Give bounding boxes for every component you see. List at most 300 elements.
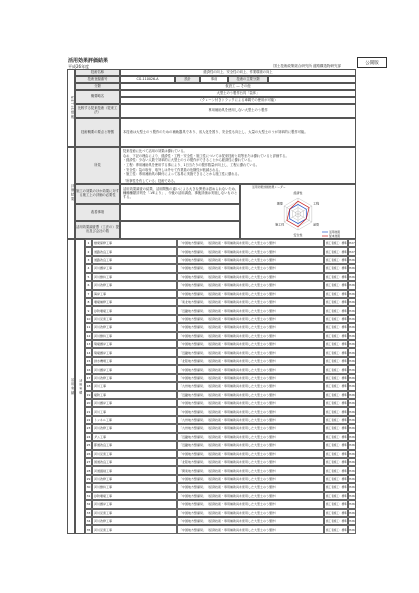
findings-line: ・施工性：専用補助具の脚付によって容易に実施できることから施工性に優れる。: [123, 172, 241, 177]
record-kind: 施工者施工：標準: [324, 298, 348, 306]
record-kind: 施工者施工：標準: [324, 332, 348, 340]
record-office-text: [177, 433, 324, 441]
reg-no-label: 技術登録番号: [75, 76, 120, 83]
record-office: 「中国地方整備局」: [179, 283, 207, 288]
record-office-text: [177, 298, 324, 306]
record-name: 河川災害工事: [92, 509, 177, 517]
record-row: [85, 424, 356, 432]
record-office: 「近畿地方整備局」: [179, 443, 207, 448]
record-year: H26: [348, 357, 356, 365]
record-year: H26: [348, 399, 356, 407]
record-no: 15: [85, 357, 92, 365]
record-kind: 施工者施工：標準: [324, 273, 348, 281]
record-kind: 施工者施工：標準: [324, 450, 348, 458]
record-no: 27: [85, 458, 92, 466]
record-kind: 施工者施工：標準: [324, 374, 348, 382]
record-no: 22: [85, 416, 92, 424]
record-office-text: [177, 458, 324, 466]
record-year: H26: [348, 509, 356, 517]
record-office: 「九州地方整備局」: [179, 418, 207, 423]
record-row: [85, 357, 356, 365]
record-text: （経済技術・専用補助具を使用した大型土のう製作）: [206, 434, 279, 439]
record-row: [85, 458, 356, 466]
record-office-text: [177, 424, 324, 432]
record-text: （経済技術・専用補助具を使用した大型土のう製作）: [206, 375, 279, 380]
public-version-badge: 公開版: [357, 57, 387, 68]
record-no: 25: [85, 441, 92, 449]
classification-value: 仮設工 ― その他: [120, 83, 356, 90]
record-kind: 施工者施工：標準: [324, 399, 348, 407]
record-row: [85, 315, 356, 323]
record-office-text: [177, 247, 324, 255]
record-office: 「中国地方整備局」: [179, 367, 207, 372]
tech-name-label: 技術名称: [75, 69, 120, 76]
record-office: 「中国地方整備局」: [179, 409, 207, 414]
radar-axis-label: 施工性: [275, 222, 285, 227]
record-office: 「中国地方整備局」: [179, 485, 207, 490]
record-text: （経済技術・専用補助具を使用した大型土のう製作）: [206, 367, 279, 372]
summary-value-1: 大型土のう製作台具「袋体」: [120, 90, 356, 97]
record-year: H26: [348, 348, 356, 356]
record-row: [85, 332, 356, 340]
record-name: 河川改修工事: [92, 517, 177, 525]
record-office-text: [177, 382, 324, 390]
record-text: （経済技術・専用補助具を使用した大型土のう製作）: [206, 333, 279, 338]
record-office: 「東北地方整備局」: [179, 300, 207, 305]
record-text: （経済技術・専用補助具を使用した大型土のう製作）: [206, 460, 279, 465]
record-section-label: 活用実績: [67, 239, 75, 534]
record-kind: 施工者施工：標準: [324, 315, 348, 323]
record-office: 「中国地方整備局」: [179, 519, 207, 524]
department-name: 国土技術政策総合研究所 道路構造物研究部: [273, 64, 341, 68]
record-office-text: [177, 492, 324, 500]
record-kind: 施工者施工：標準: [324, 239, 348, 247]
record-text: （経済技術・専用補助具を使用した大型土のう製作）: [206, 443, 279, 448]
record-office-text: [177, 290, 324, 298]
record-kind: 施工者施工：標準: [324, 416, 348, 424]
record-row: [85, 483, 356, 491]
record-text: （経済技術・専用補助具を使用した大型土のう製作）: [206, 283, 279, 288]
record-name: 砂防堰堤工事: [92, 492, 177, 500]
record-no: 33: [85, 509, 92, 517]
record-kind: 施工者施工：標準: [324, 509, 348, 517]
record-office: 「中国地方整備局」: [179, 266, 207, 271]
record-office: 「近畿地方整備局」: [179, 392, 207, 397]
record-office-text: [177, 357, 324, 365]
record-name: 海岸工事: [92, 290, 177, 298]
record-kind: 施工者施工：標準: [324, 256, 348, 264]
record-text: （経済技術・専用補助具を使用した大型土のう製作）: [206, 266, 279, 271]
record-office: 「中国地方整備局」: [179, 502, 207, 507]
radar-axis-line: [298, 206, 312, 214]
record-kind: 施工者施工：標準: [324, 281, 348, 289]
record-year: H26: [348, 433, 356, 441]
record-no: 13: [85, 340, 92, 348]
record-name: 河道掘削工事: [92, 466, 177, 474]
radar-axis-label: 工程: [313, 201, 320, 206]
record-text: （経済技術・専用補助具を使用した大型土のう製作）: [206, 325, 279, 330]
record-year: H26: [348, 525, 356, 533]
record-office: 「中国地方整備局」: [179, 527, 207, 532]
record-office-text: [177, 407, 324, 415]
record-year: H26: [348, 306, 356, 314]
record-text: （経済技術・専用補助具を使用した大型土のう製作）: [206, 519, 279, 524]
record-no: 26: [85, 450, 92, 458]
record-name: 河川護岸工事: [92, 399, 177, 407]
survey-count-label: 活用効果調査票（工法の）提出及び会社の数: [75, 221, 120, 239]
record-row: [85, 273, 356, 281]
record-office: 「中国地方整備局」: [179, 258, 207, 263]
record-text: （経済技術・専用補助具を使用した大型土のう製作）: [206, 527, 279, 532]
tech-name-value: 経済性の向上、安全性の向上、作業環境の向上: [120, 69, 356, 76]
radar-axis-label: 環境: [276, 201, 283, 206]
record-office-text: [177, 399, 324, 407]
record-text: （経済技術・専用補助具を使用した大型土のう製作）: [206, 418, 279, 423]
record-name: 河川改修工事: [92, 281, 177, 289]
record-office-text: [177, 306, 324, 314]
record-year: H26: [348, 374, 356, 382]
record-office-text: [177, 525, 324, 533]
record-year: H26: [348, 475, 356, 483]
necessity-value: 活用効果調査の結果、活用間態の違いによる大きな異差は認められないため、種種種類評判を「-VEより」、今後の活用調査、事後評価は実施しないものとする。: [120, 184, 240, 204]
record-text: （経済技術・専用補助具を使用した大型土のう製作）: [206, 241, 279, 246]
findings-line: なお、下記の理由により、経済性・工程・安全性・施工性については従来技術と同等または優れていると評価する。: [123, 153, 289, 158]
record-office: 「中国地方整備局」: [179, 325, 207, 330]
record-office-text: [177, 475, 324, 483]
improvement-value: [120, 204, 240, 221]
record-no: 11: [85, 323, 92, 331]
record-office: 「北陸地方整備局」: [179, 359, 207, 364]
record-year: H26: [348, 500, 356, 508]
record-office-text: [177, 441, 324, 449]
record-year: H26: [348, 323, 356, 331]
record-year: H26: [348, 298, 356, 306]
record-name: 道路改良工事: [92, 256, 177, 264]
record-kind: 施工者施工：標準: [324, 382, 348, 390]
record-kind: 施工者施工：標準: [324, 517, 348, 525]
record-name: 砂防堰堤工事: [92, 306, 177, 314]
record-no: 28: [85, 466, 92, 474]
findings-line: ・安全性：袋の取付、取外しは外せて作業員の危険性が低減される。: [123, 167, 222, 172]
findings-line: ・工程：専用補助具を使用する事により、1日当たりの製作数量が向上し、工程に優れている。: [123, 162, 259, 167]
features-label: 技術概要の要点と特徴: [75, 118, 120, 147]
record-name: 道路改良工事: [92, 247, 177, 255]
record-year: H26: [348, 365, 356, 373]
survey-count-value: [120, 221, 240, 239]
record-office: 「中国地方整備局」: [179, 274, 207, 279]
record-row: [85, 525, 356, 533]
record-row: [85, 264, 356, 272]
record-office-text: [177, 483, 324, 491]
netis-section-label: NETIS情報: [67, 69, 75, 147]
record-office-text: [177, 416, 324, 424]
record-no: 31: [85, 492, 92, 500]
record-no: 12: [85, 332, 92, 340]
record-kind: 施工者施工：標準: [324, 306, 348, 314]
record-name: 河川災害工事: [92, 525, 177, 533]
record-text: （経済技術・専用補助具を使用した大型土のう製作）: [206, 308, 279, 313]
record-name: 河川改修工事: [92, 374, 177, 382]
record-name: 堰堤補修工事: [92, 298, 177, 306]
record-office-text: [177, 450, 324, 458]
radar-axis-label: 経済性: [293, 191, 303, 195]
necessity-label: 施工の効果のほか効果に対する施工上の評価の必要性: [75, 184, 120, 204]
record-year: H26: [348, 256, 356, 264]
summary-value-2: （クレーン付きトラックによる車載での使用が可能）: [120, 97, 356, 104]
record-year: H26: [348, 407, 356, 415]
record-name: 河川災害工事: [92, 315, 177, 323]
record-kind: 施工者施工：標準: [324, 500, 348, 508]
record-year: H26: [348, 483, 356, 491]
radar-axis-label: 品質: [313, 222, 320, 227]
record-name: 橋梁保修工事: [92, 239, 177, 247]
record-text: （経済技術・専用補助具を使用した大型土のう製作）: [206, 258, 279, 263]
record-name: 築堤護岸工事: [92, 348, 177, 356]
record-text: （経済技術・専用補助具を使用した大型土のう製作）: [206, 249, 279, 254]
record-office: 「中国地方整備局」: [179, 401, 207, 406]
record-no: 10: [85, 315, 92, 323]
record-kind: 施工者施工：標準: [324, 466, 348, 474]
design-value: 事前: [200, 76, 228, 83]
record-row: [85, 391, 356, 399]
record-row: [85, 281, 356, 289]
record-no: 18: [85, 382, 92, 390]
record-name: 都道改良工事: [92, 441, 177, 449]
record-no: 19: [85, 391, 92, 399]
radar-axis-line: [284, 214, 298, 222]
record-name: ダム工事: [92, 433, 177, 441]
record-office: 「北陸地方整備局」: [179, 460, 207, 465]
record-office-text: [177, 509, 324, 517]
record-office: 「中国地方整備局」: [179, 451, 207, 456]
findings-label: 所見: [75, 147, 120, 184]
record-row: [85, 247, 356, 255]
record-year: H26: [348, 332, 356, 340]
record-office-text: [177, 500, 324, 508]
record-year: H26: [348, 391, 356, 399]
record-no: 2: [85, 247, 92, 255]
record-no: 8: [85, 298, 92, 306]
record-office-text: [177, 239, 324, 247]
record-row: [85, 475, 356, 483]
record-kind: 施工者施工：標準: [324, 424, 348, 432]
record-name: 河川改修工事: [92, 475, 177, 483]
record-no: 3: [85, 256, 92, 264]
record-text: （経済技術・専用補助具を使用した大型土のう製作）: [206, 401, 279, 406]
record-office-text: [177, 281, 324, 289]
findings-line: ・経済性：少ない人数で効率的に大型土のうの製作ができることから経済性に優れている。: [123, 158, 254, 163]
radar-axis-label: 安全性: [293, 233, 303, 237]
record-office-text: [177, 323, 324, 331]
reg-no-value: CG-110026-A: [120, 76, 175, 83]
record-no: 16: [85, 365, 92, 373]
record-row: [85, 323, 356, 331]
record-kind: 施工者施工：標準: [324, 391, 348, 399]
record-name: 排水機場工事: [92, 357, 177, 365]
record-row: [85, 492, 356, 500]
record-year: H26: [348, 424, 356, 432]
record-office: 「中国地方整備局」: [179, 241, 207, 246]
record-office-text: [177, 466, 324, 474]
record-name: 河川維持工事: [92, 483, 177, 491]
record-name: 河川工事: [92, 407, 177, 415]
record-office-text: [177, 315, 324, 323]
main-class-label: 技術の主要分類: [228, 76, 268, 83]
record-row: [85, 374, 356, 382]
record-office-text: [177, 264, 324, 272]
record-row: [85, 340, 356, 348]
record-year: H26: [348, 290, 356, 298]
radar-axis-line: [298, 214, 312, 222]
record-no: 17: [85, 374, 92, 382]
record-row: [85, 239, 356, 247]
record-office-text: [177, 332, 324, 340]
document-title: 活用効果評価結果: [68, 58, 109, 64]
record-kind: 施工者施工：標準: [324, 264, 348, 272]
record-name: 堤防工事: [92, 391, 177, 399]
record-name: 河川工事: [92, 382, 177, 390]
record-kind: 施工者施工：標準: [324, 483, 348, 491]
record-text: （経済技術・専用補助具を使用した大型土のう製作）: [206, 291, 279, 296]
record-text: （経済技術・専用補助具を使用した大型土のう製作）: [206, 409, 279, 414]
record-row: [85, 517, 356, 525]
record-kind: 施工者施工：標準: [324, 348, 348, 356]
record-text: （経済技術・専用補助具を使用した大型土のう製作）: [206, 477, 279, 482]
record-no: 7: [85, 290, 92, 298]
record-year: H26: [348, 315, 356, 323]
findings-text: [123, 149, 353, 183]
radar-legend-label: 従来技術: [329, 234, 341, 238]
record-kind: 施工者施工：標準: [324, 247, 348, 255]
record-office-text: [177, 391, 324, 399]
record-kind: 施工者施工：標準: [324, 323, 348, 331]
records-table: [85, 239, 356, 534]
record-year: H26: [348, 441, 356, 449]
record-year: H26: [348, 273, 356, 281]
record-row: [85, 348, 356, 356]
record-office-text: [177, 517, 324, 525]
record-kind: 施工者施工：標準: [324, 433, 348, 441]
record-no: 35: [85, 525, 92, 533]
record-no: 14: [85, 348, 92, 356]
record-row: [85, 500, 356, 508]
record-text: （経済技術・専用補助具を使用した大型土のう製作）: [206, 317, 279, 321]
record-name: トンネル工事: [92, 416, 177, 424]
eval-section-label: 評価結果: [67, 147, 75, 239]
record-kind: 施工者施工：標準: [324, 475, 348, 483]
record-row: [85, 466, 356, 474]
record-text: （経済技術・専用補助具を使用した大型土のう製作）: [206, 342, 279, 347]
record-year: H26: [348, 458, 356, 466]
record-year: H27: [348, 239, 356, 247]
record-year: H27: [348, 247, 356, 255]
record-office-text: [177, 256, 324, 264]
record-row: [85, 433, 356, 441]
record-office: 「近畿地方整備局」: [179, 350, 207, 355]
record-row: [85, 306, 356, 314]
record-kind: 施工者施工：標準: [324, 492, 348, 500]
record-row: [85, 382, 356, 390]
record-office: 「中国地方整備局」: [179, 342, 207, 347]
record-kind: 施工者施工：標準: [324, 340, 348, 348]
record-kind: 施工者施工：標準: [324, 357, 348, 365]
record-year: H26: [348, 340, 356, 348]
design-label: 設計: [175, 76, 200, 83]
record-name: 河川護岸工事: [92, 500, 177, 508]
record-text: （経済技術・専用補助具を使用した大型土のう製作）: [206, 451, 279, 456]
record-office: 「中国地方整備局」: [179, 493, 207, 498]
radar-chart: [240, 189, 356, 239]
record-no: 34: [85, 517, 92, 525]
classification-label: 分類: [75, 83, 120, 90]
record-no: 29: [85, 475, 92, 483]
record-no: 4: [85, 264, 92, 272]
compare-tech-value: 専用補助具を使用しない大型土のう製作: [120, 104, 356, 118]
record-office: 「中国地方整備局」: [179, 291, 207, 296]
record-kind: 施工者施工：標準: [324, 365, 348, 373]
record-row: [85, 298, 356, 306]
record-no: 1: [85, 239, 92, 247]
record-text: （経済技術・専用補助具を使用した大型土のう製作）: [206, 493, 279, 498]
record-kind: 施工者施工：標準: [324, 441, 348, 449]
record-text: （経済技術・専用補助具を使用した大型土のう製作）: [206, 468, 279, 473]
record-office: 「近畿地方整備局」: [179, 434, 207, 439]
main-class-value: [268, 76, 356, 83]
record-name: 国道改良工事: [92, 458, 177, 466]
record-row: [85, 407, 356, 415]
features-value: 本技術は大型土のう製作のための補助器具であり、省人化を図り、安全性も向上し、大量の大型土のうが効率的に製作可能。: [120, 118, 356, 147]
radar-chart-title: 活用効果評価結果レーダー: [252, 185, 286, 189]
record-name: 河川改修工事: [92, 424, 177, 432]
record-row: [85, 365, 356, 373]
record-kind: 施工者施工：標準: [324, 525, 348, 533]
record-name: 河川維持工事: [92, 332, 177, 340]
improvement-label: 改善事項: [75, 204, 120, 221]
record-text: （経済技術・専用補助具を使用した大型土のう製作）: [206, 300, 279, 305]
record-year: H26: [348, 264, 356, 272]
record-text: （経済技術・専用補助具を使用した大型土のう製作）: [206, 485, 279, 490]
record-office-text: [177, 365, 324, 373]
record-office-text: [177, 348, 324, 356]
record-name: 河川維持工事: [92, 273, 177, 281]
record-kind: 施工者施工：標準: [324, 290, 348, 298]
record-sub-label: 活用実績: [75, 239, 85, 534]
record-text: （経済技術・専用補助具を使用した大型土のう製作）: [206, 350, 279, 355]
record-office-text: [177, 374, 324, 382]
record-text: （経済技術・専用補助具を使用した大型土のう製作）: [206, 274, 279, 279]
findings-line: 「所掌性を有している」技術である。: [123, 178, 178, 183]
record-year: H26: [348, 492, 356, 500]
record-office: 「関東地方整備局」: [179, 468, 207, 473]
record-year: H26: [348, 450, 356, 458]
record-no: 23: [85, 424, 92, 432]
record-office: 「中国地方整備局」: [179, 477, 207, 482]
record-kind: 施工者施工：標準: [324, 407, 348, 415]
findings-line: 従来技術に比べて活用の効果は優れている。: [123, 149, 187, 153]
record-name: 河川災害工事: [92, 450, 177, 458]
record-no: 21: [85, 407, 92, 415]
record-no: 32: [85, 500, 92, 508]
record-name: 河川護岸工事: [92, 264, 177, 272]
radar-legend-label: 活用技術: [329, 230, 341, 234]
record-no: 5: [85, 273, 92, 281]
record-no: 30: [85, 483, 92, 491]
record-text: （経済技術・専用補助具を使用した大型土のう製作）: [206, 502, 279, 507]
record-no: 9: [85, 306, 92, 314]
record-office: 「中国地方整備局」: [179, 249, 207, 254]
record-year: H26: [348, 382, 356, 390]
record-row: [85, 509, 356, 517]
